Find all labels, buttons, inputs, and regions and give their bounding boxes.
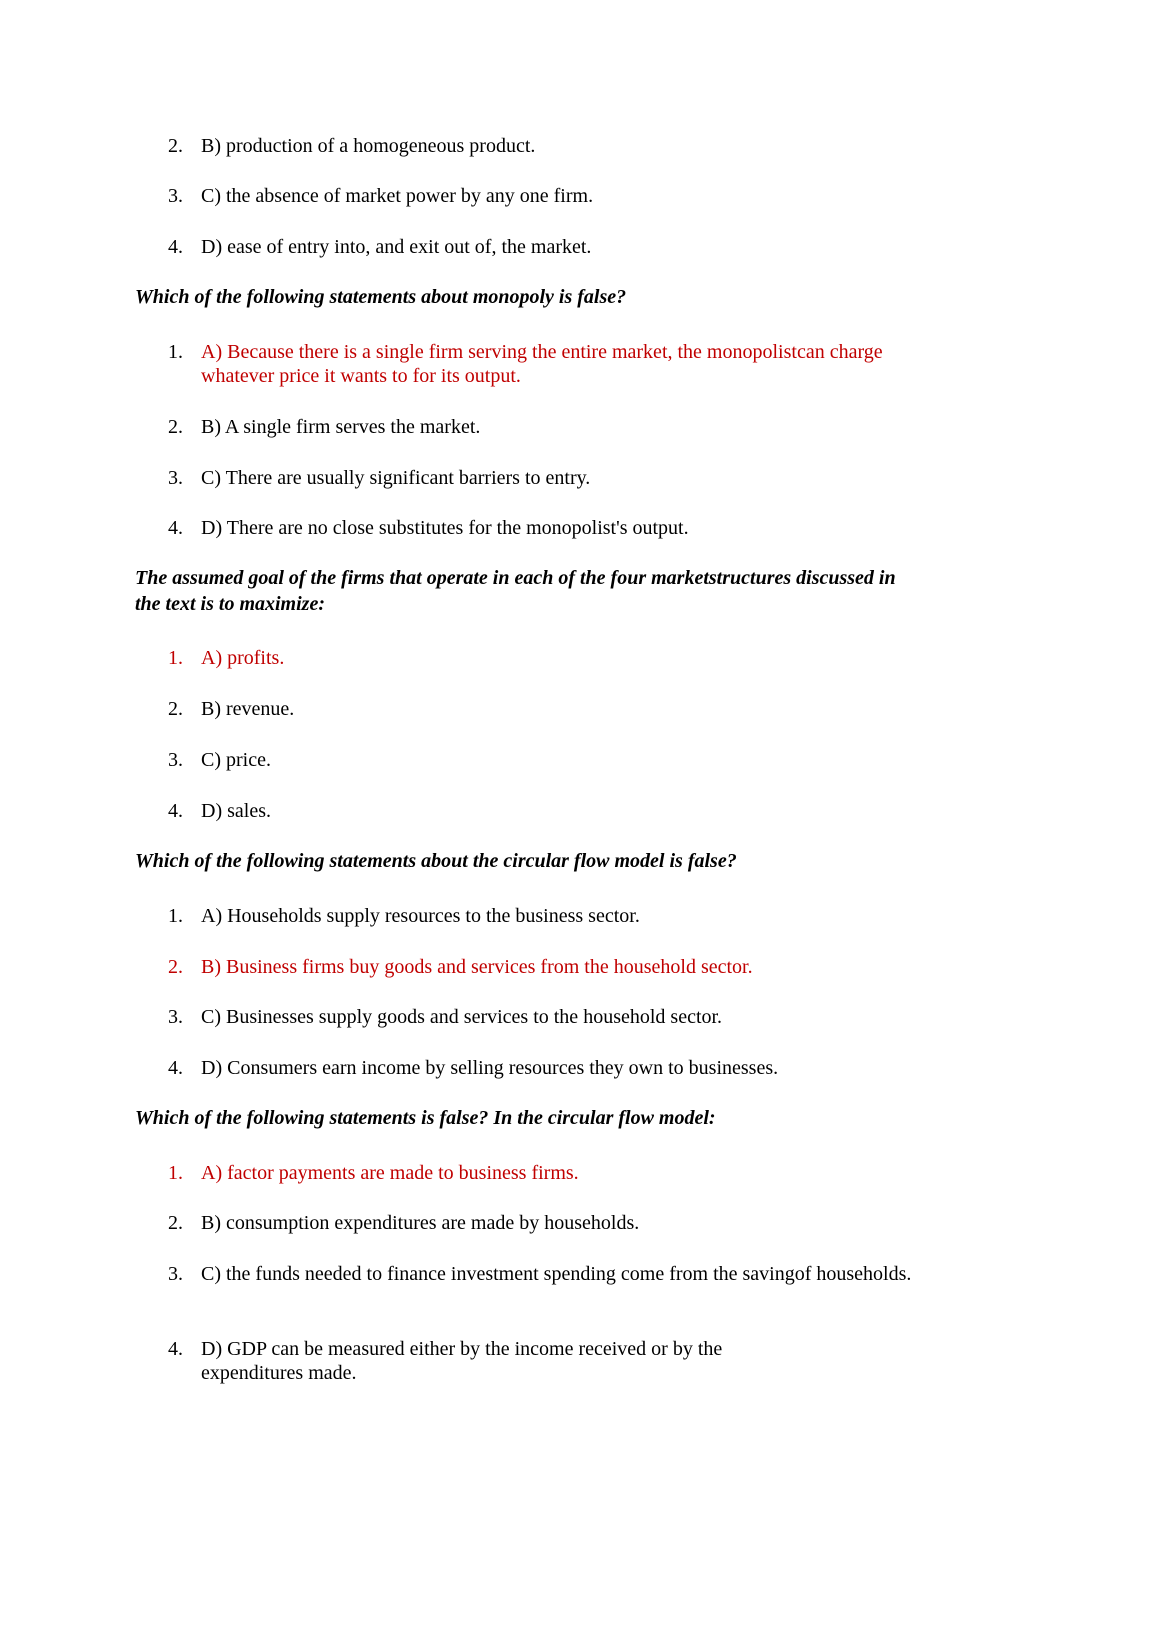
- option-number: 2.: [168, 956, 183, 978]
- option-number: 3.: [168, 1263, 183, 1285]
- option-text: B) revenue.: [201, 698, 295, 720]
- answer-option-correct: [168, 955, 948, 979]
- answer-option: [168, 748, 948, 772]
- answer-option: [168, 799, 948, 823]
- option-text: A) Households supply resources to the business sector.: [201, 905, 640, 927]
- answer-option: [168, 134, 948, 158]
- answer-option: [168, 1262, 948, 1286]
- option-number: 3.: [168, 749, 183, 771]
- answer-option-correct: [168, 340, 948, 388]
- option-text: D) ease of entry into, and exit out of, the market.: [201, 236, 592, 258]
- answer-option-correct: [168, 646, 948, 670]
- option-text: A) Because there is a single firm serving the entire market, the monopolistcan charge whatever price it wants to for its output.: [201, 341, 883, 387]
- option-text: B) consumption expenditures are made by households.: [201, 1212, 640, 1234]
- question-heading: The assumed goal of the firms that operate in each of the four marketstructures discussed in the text is to maximize:: [135, 567, 896, 615]
- option-number: 2.: [168, 416, 183, 438]
- option-text: B) A single firm serves the market.: [201, 416, 481, 438]
- answer-option: [168, 904, 948, 928]
- question-heading: Which of the following statements is false? In the circular flow model:: [135, 1107, 716, 1129]
- option-text: A) factor payments are made to business firms.: [201, 1162, 579, 1184]
- option-number: 3.: [168, 185, 183, 207]
- answer-option: [168, 466, 948, 490]
- answer-option: [168, 184, 948, 208]
- answer-option: [168, 1056, 948, 1080]
- option-number: 4.: [168, 517, 183, 539]
- option-text: D) Consumers earn income by selling resources they own to businesses.: [201, 1057, 779, 1079]
- option-number: 1.: [168, 341, 183, 363]
- answer-option: [168, 415, 948, 439]
- option-number: 2.: [168, 1212, 183, 1234]
- option-text: B) Business firms buy goods and services from the household sector.: [201, 956, 753, 978]
- option-text: D) GDP can be measured either by the income received or by the expenditures made.: [201, 1338, 723, 1384]
- option-number: 1.: [168, 647, 183, 669]
- option-number: 4.: [168, 800, 183, 822]
- option-number: 1.: [168, 1162, 183, 1184]
- option-text: B) production of a homogeneous product.: [201, 135, 536, 157]
- option-number: 2.: [168, 135, 183, 157]
- option-number: 2.: [168, 698, 183, 720]
- option-text: C) Businesses supply goods and services to the household sector.: [201, 1006, 723, 1028]
- option-text: D) There are no close substitutes for the monopolist's output.: [201, 517, 689, 539]
- option-text: C) There are usually significant barriers to entry.: [201, 467, 591, 489]
- answer-option: [168, 516, 948, 540]
- answer-option: [168, 1211, 948, 1235]
- option-number: 3.: [168, 467, 183, 489]
- option-text: C) the absence of market power by any one firm.: [201, 185, 594, 207]
- answer-option-correct: [168, 1161, 948, 1185]
- option-text: A) profits.: [201, 647, 285, 669]
- option-number: 1.: [168, 905, 183, 927]
- option-text: C) price.: [201, 749, 271, 771]
- option-number: 4.: [168, 1338, 183, 1360]
- answer-option: [168, 1005, 948, 1029]
- option-number: 4.: [168, 236, 183, 258]
- option-text: D) sales.: [201, 800, 271, 822]
- answer-option: [168, 697, 948, 721]
- question-heading: Which of the following statements about the circular flow model is false?: [135, 850, 737, 872]
- option-text: C) the funds needed to finance investment spending come from the savingof households.: [201, 1263, 912, 1285]
- question-heading: Which of the following statements about monopoly is false?: [135, 286, 627, 308]
- answer-option: [168, 1337, 948, 1385]
- answer-option: [168, 235, 948, 259]
- option-number: 4.: [168, 1057, 183, 1079]
- option-number: 3.: [168, 1006, 183, 1028]
